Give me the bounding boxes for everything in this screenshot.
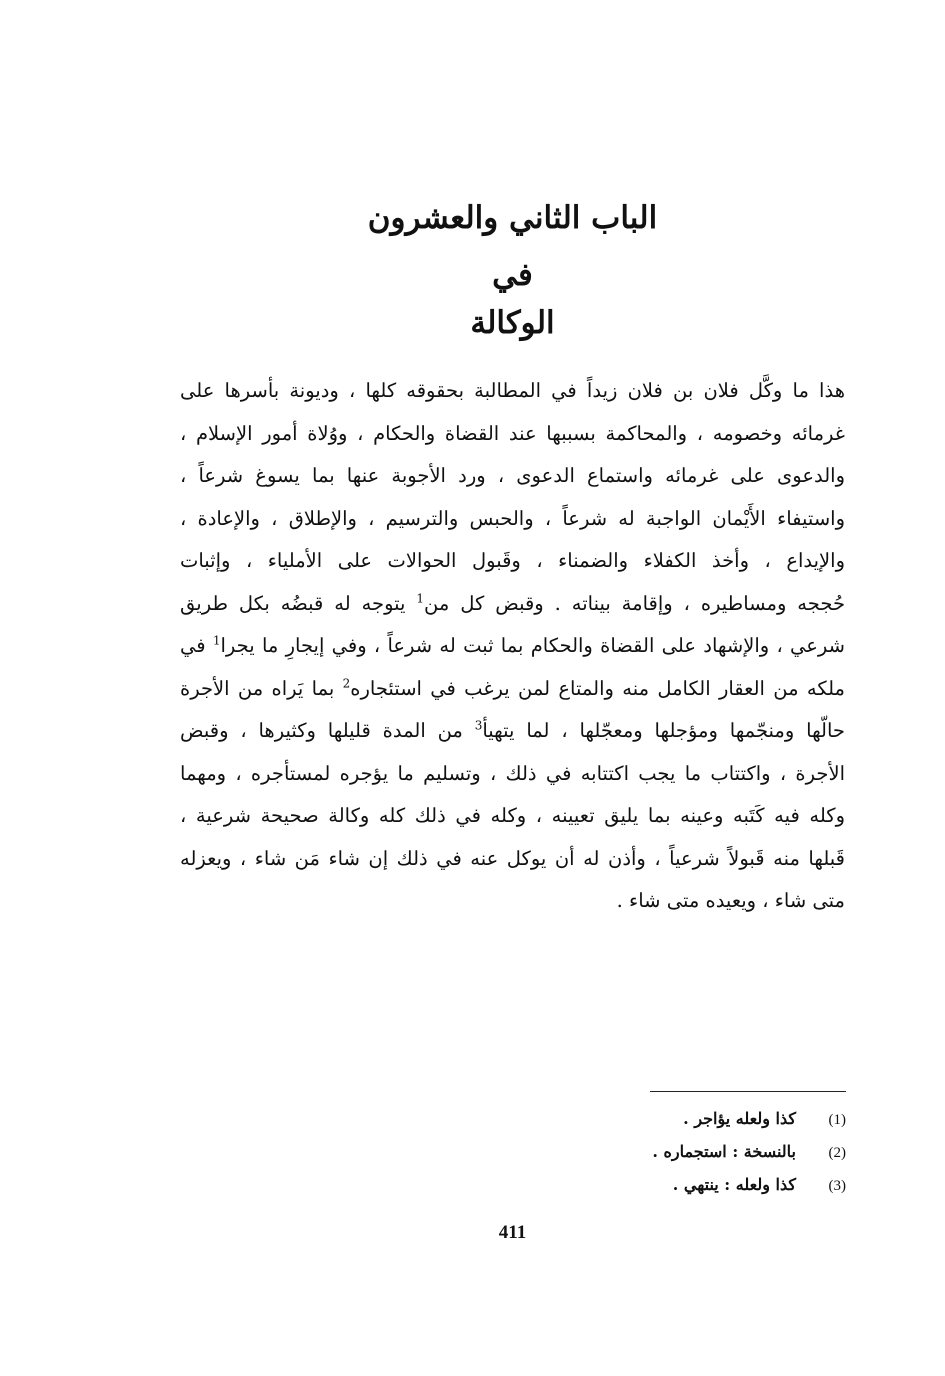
footnote-marker: 2 [342,676,351,690]
footnote-3 [480,1168,846,1201]
body-line-1: هذا ما وكَّل فلان بن فلان زيداً في المطالبة بحقوقه كلها ، وديونة بأسرها على [180,379,845,402]
footnote-marker: 1 [416,591,425,605]
chapter-title-connector: في [492,257,533,293]
body-line-4: واستيفاء الأَيْمان الواجبة له شرعاً ، والحبس والترسيم ، والإطلاق ، والإعادة ، [180,506,845,530]
chapter-title: الباب الثاني والعشرون [367,200,658,236]
footnote-text: بالنسخة : استجماره . [652,1142,796,1161]
footnote-text: كذا ولعله يؤاجر . [683,1109,796,1128]
body-line-5: والإيداع ، وأخذ الكفلاء والضمناء ، وقَبول الحوالات على الأملياء ، وإثبات [180,549,845,572]
footnote-number: (3) [828,1178,846,1194]
body-line-2: غرمائه وخصومه ، والمحاكمة بسببها عند القضاة والحكام ، ووُلاة أمور الإسلام ، [180,421,845,445]
body-line-11: وكله فيه كَتَبه وعينه بما يليق تعيينه ، وكله في ذلك كله وكالة صحيحة شرعية ، [180,804,845,827]
chapter-subject: الوكالة [470,305,555,341]
footnote-marker: 1 [212,633,221,648]
footnote-1 [480,1102,846,1135]
body-paragraph [180,370,845,923]
footnote-number: (2) [828,1145,846,1161]
body-line-8: ملكه من العقار الكامل منه والمتاع لمن يرغب في استئجاره$^2$ بما يَراه من الأجرة [180,676,845,700]
footnote-2 [480,1135,846,1168]
footnotes [480,1102,846,1201]
body-line-3: والدعوى على غرمائه واستماع الدعوى ، ورد الأجوبة عنها بما يسوغ شرعاً ، [180,464,845,487]
body-line-10: الأجرة ، واكتتاب ما يجب اكتتابه في ذلك ، وتسليم ما يؤجره لمستأجره ، ومهما [180,761,845,785]
body-line-6: حُججه ومساطيره ، وإقامة بيناته . وقبض كل من$^1$ يتوجه له قبضُه بكل طريق [180,591,845,615]
page-number: 411 [498,1222,527,1243]
footnote-text: كذا ولعله : ينتهي . [672,1175,796,1194]
footnote-number: (1) [828,1112,846,1128]
body-line-12: قَبلها منه قَبولاً شرعياً ، وأذن له أن يوكل عنه في ذلك إن شاء مَن شاء ، ويعزله [180,846,845,870]
footnote-marker: 3 [474,718,483,733]
body-line-13: متى شاء ، ويعيده متى شاء . [616,889,845,912]
body-line-7: شرعي ، والإشهاد على القضاة والحكام بما ثبت له شرعاً ، وفي إيجارِ ما يجرا$^1$ في [180,633,845,657]
footnote-divider [650,1091,846,1092]
body-line-9: حالّها ومنجّمها ومؤجلها ومعجّلها ، لما يتهيأ$^3$ من المدة قليلها وكثيرها ، وقبض [180,718,845,742]
